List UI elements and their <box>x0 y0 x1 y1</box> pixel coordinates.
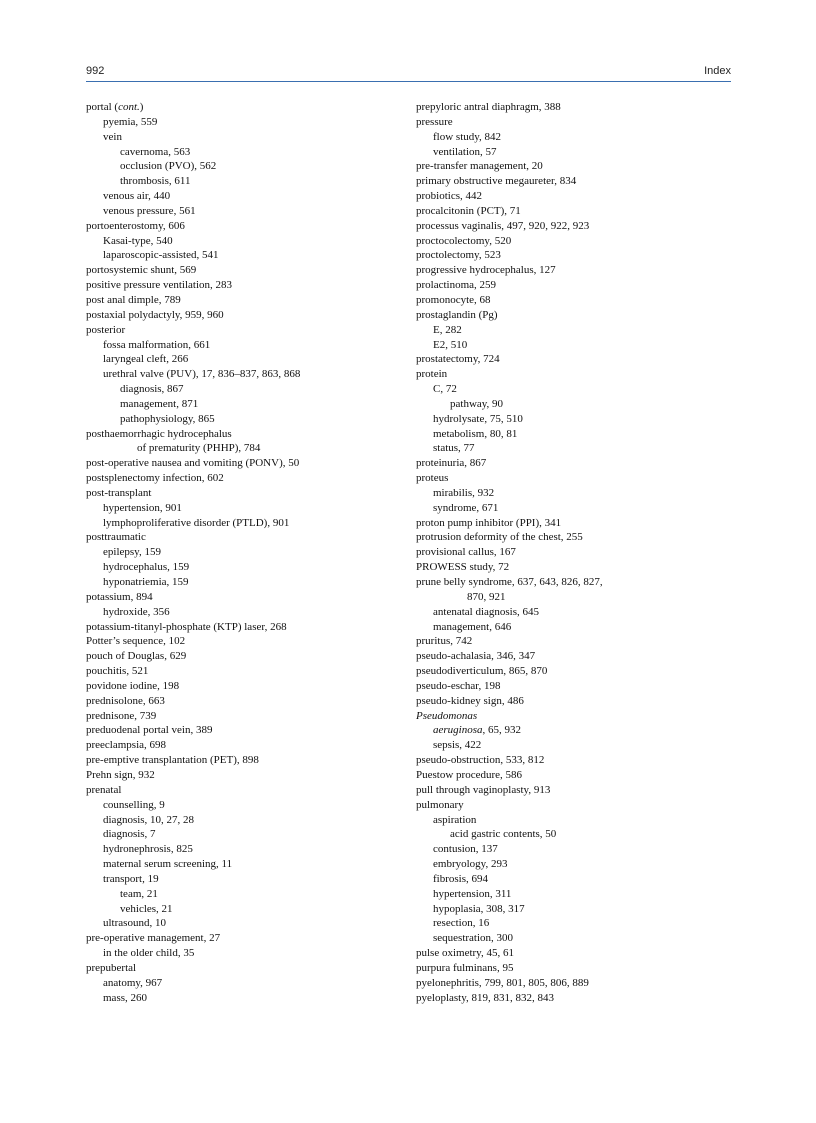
entry-text: mirabilis, 932 <box>433 486 495 499</box>
entry-text: pseudodiverticulum, 865, 870 <box>416 665 548 678</box>
entry-text: pressure <box>416 115 453 128</box>
entry-text: management, 871 <box>120 397 199 410</box>
entry-text: probiotics, 442 <box>416 190 482 203</box>
index-entry <box>416 397 736 412</box>
entry-text: metabolism, 80, 81 <box>433 427 518 440</box>
index-entry <box>86 664 386 679</box>
index-entry <box>86 397 386 412</box>
entry-text: postaxial polydactyly, 959, 960 <box>86 308 224 321</box>
index-entry <box>86 427 386 442</box>
index-entry <box>416 857 736 872</box>
index-entry <box>86 798 386 813</box>
entry-text: primary obstructive megaureter, 834 <box>416 175 577 188</box>
entry-text: in the older child, 35 <box>103 947 195 960</box>
entry-text: hydroxide, 356 <box>103 605 170 618</box>
index-entry <box>416 783 736 798</box>
index-entry <box>86 516 386 531</box>
index-entry <box>416 738 736 753</box>
entry-text: pyeloplasty, 819, 831, 832, 843 <box>416 991 554 1004</box>
index-entry <box>86 115 386 130</box>
entry-text: prostaglandin (Pg) <box>416 308 498 321</box>
index-entry <box>416 248 736 263</box>
entry-text: posthaemorrhagic hydrocephalus <box>86 427 232 440</box>
entry-text: syndrome, 671 <box>433 501 499 514</box>
entry-text: Potter’s sequence, 102 <box>86 635 186 648</box>
entry-text: epilepsy, 159 <box>103 546 161 559</box>
index-entry <box>86 738 386 753</box>
entry-text: PROWESS study, 72 <box>416 561 510 574</box>
entry-text: hypertension, 311 <box>433 887 512 900</box>
entry-text: hydronephrosis, 825 <box>103 843 193 856</box>
entry-text: E2, 510 <box>433 338 468 351</box>
index-entry <box>416 100 736 115</box>
index-entry <box>416 293 736 308</box>
index-entry <box>416 174 736 189</box>
index-entry <box>416 991 736 1006</box>
entry-text: venous pressure, 561 <box>103 204 196 217</box>
index-entry <box>86 219 386 234</box>
entry-text: pathophysiology, 865 <box>120 412 215 425</box>
index-entry <box>416 486 736 501</box>
index-entry <box>416 961 736 976</box>
index-entry <box>416 575 736 590</box>
index-entry <box>416 590 736 605</box>
index-entry <box>416 768 736 783</box>
index-entry <box>86 471 386 486</box>
entry-text: preeclampsia, 698 <box>86 739 167 752</box>
index-entry <box>86 931 386 946</box>
entry-text: Kasai-type, 540 <box>103 234 173 247</box>
entry-text: counselling, 9 <box>103 798 165 811</box>
index-entry <box>416 159 736 174</box>
entry-text: prolactinoma, 259 <box>416 279 497 292</box>
index-entry <box>416 308 736 323</box>
entry-text: status, 77 <box>433 442 475 455</box>
index-entry <box>416 382 736 397</box>
index-entry <box>86 278 386 293</box>
index-entry <box>86 634 386 649</box>
entry-text: 870, 921 <box>467 590 506 603</box>
section-title: Index <box>704 65 731 77</box>
index-entry <box>416 234 736 249</box>
entry-text: hydrocephalus, 159 <box>103 561 190 574</box>
index-entry <box>86 530 386 545</box>
index-entry <box>416 827 736 842</box>
index-entry <box>416 367 736 382</box>
entry-text: pre-emptive transplantation (PET), 898 <box>86 754 259 767</box>
entry-text: diagnosis, 867 <box>120 383 184 396</box>
entry-text: portal ( <box>86 101 119 113</box>
entry-text: prepubertal <box>86 961 137 974</box>
index-entry <box>416 813 736 828</box>
entry-text: proctolectomy, 523 <box>416 249 501 262</box>
index-entry <box>86 872 386 887</box>
entry-text: potassium-titanyl-phosphate (KTP) laser, 268 <box>86 620 287 633</box>
index-entry <box>86 456 386 471</box>
entry-text: occlusion (PVO), 562 <box>120 160 217 173</box>
index-entry <box>416 887 736 902</box>
entry-text: prostatectomy, 724 <box>416 353 500 366</box>
index-entry <box>86 753 386 768</box>
entry-text: hydrolysate, 75, 510 <box>433 412 523 425</box>
entry-text: contusion, 137 <box>433 843 498 856</box>
index-entry <box>416 976 736 991</box>
index-entry <box>86 560 386 575</box>
entry-italic-text: aeruginosa <box>433 724 483 737</box>
entry-text: pyemia, 559 <box>103 115 158 128</box>
index-entry <box>416 946 736 961</box>
index-entry <box>416 709 736 724</box>
index-entry <box>86 887 386 902</box>
index-entry <box>86 827 386 842</box>
entry-text: antenatal diagnosis, 645 <box>433 605 540 618</box>
entry-text: acid gastric contents, 50 <box>450 828 557 841</box>
index-entry <box>416 530 736 545</box>
index-entry <box>416 352 736 367</box>
index-entry <box>86 441 386 456</box>
index-entry <box>86 308 386 323</box>
entry-text: thrombosis, 611 <box>120 175 191 188</box>
entry-text: portoenterostomy, 606 <box>86 219 185 232</box>
entry-text: posttraumatic <box>86 531 146 544</box>
entry-suffix-text: ) <box>139 101 144 113</box>
index-entry <box>416 560 736 575</box>
index-entry <box>86 293 386 308</box>
entry-text: protein <box>416 368 448 381</box>
index-entry <box>86 501 386 516</box>
index-entry <box>86 842 386 857</box>
entry-text: anatomy, 967 <box>103 976 163 989</box>
entry-text: diagnosis, 10, 27, 28 <box>103 813 195 826</box>
index-entry <box>86 620 386 635</box>
index-entry <box>416 427 736 442</box>
index-entry <box>416 115 736 130</box>
entry-text: posterior <box>86 323 126 336</box>
index-entry <box>416 664 736 679</box>
entry-text: preduodenal portal vein, 389 <box>86 724 213 737</box>
entry-italic-text: cont. <box>118 101 140 113</box>
entry-text: embryology, 293 <box>433 858 508 871</box>
index-entry <box>416 679 736 694</box>
index-entry <box>416 471 736 486</box>
index-entry <box>86 100 386 115</box>
entry-text: proctocolectomy, 520 <box>416 234 512 247</box>
index-entry <box>86 857 386 872</box>
index-entry <box>86 248 386 263</box>
index-entry <box>416 145 736 160</box>
entry-text: E, 282 <box>433 323 462 336</box>
index-entry <box>86 768 386 783</box>
entry-text: mass, 260 <box>103 991 147 1004</box>
entry-text: pre-operative management, 27 <box>86 932 221 945</box>
index-entry <box>86 367 386 382</box>
entry-text: pulmonary <box>416 798 464 811</box>
entry-text: lymphoproliferative disorder (PTLD), 901 <box>103 516 290 529</box>
index-entry <box>86 694 386 709</box>
entry-text: pouchitis, 521 <box>86 665 149 678</box>
entry-text: portosystemic shunt, 569 <box>86 264 197 277</box>
index-entry <box>416 501 736 516</box>
entry-text: prenatal <box>86 783 122 796</box>
index-entry <box>86 323 386 338</box>
index-entry <box>86 412 386 427</box>
index-entry <box>416 441 736 456</box>
entry-text: protrusion deformity of the chest, 255 <box>416 531 583 544</box>
page-number: 992 <box>86 65 105 77</box>
entry-text: processus vaginalis, 497, 920, 922, 923 <box>416 219 590 232</box>
index-entry <box>416 723 736 738</box>
entry-text: prune belly syndrome, 637, 643, 826, 827, <box>416 576 603 588</box>
entry-text: proteinuria, 867 <box>416 457 487 470</box>
index-entry <box>416 456 736 471</box>
index-entry <box>416 189 736 204</box>
index-entry <box>86 352 386 367</box>
entry-text: ultrasound, 10 <box>103 917 166 930</box>
index-entry <box>416 278 736 293</box>
index-entry <box>416 649 736 664</box>
index-entry <box>416 620 736 635</box>
entry-text: vehicles, 21 <box>120 902 173 915</box>
entry-text: of prematurity (PHHP), 784 <box>137 442 261 455</box>
entry-text: pruritus, 742 <box>416 635 473 648</box>
entry-text: hyponatriemia, 159 <box>103 576 189 588</box>
entry-text: team, 21 <box>120 887 158 900</box>
entry-text: promonocyte, 68 <box>416 293 491 306</box>
index-entry <box>86 130 386 145</box>
index-entry <box>86 813 386 828</box>
header-rule <box>86 81 731 82</box>
entry-text: resection, 16 <box>433 917 490 930</box>
index-entry <box>86 486 386 501</box>
entry-text: cavernoma, 563 <box>120 145 191 158</box>
entry-text: povidone iodine, 198 <box>86 679 180 692</box>
entry-text: post-transplant <box>86 486 152 499</box>
entry-text: urethral valve (PUV), 17, 836–837, 863, 868 <box>103 368 301 381</box>
entry-text: pre-transfer management, 20 <box>416 160 543 173</box>
index-entry <box>416 694 736 709</box>
entry-text: provisional callus, 167 <box>416 546 516 559</box>
index-entry <box>86 575 386 590</box>
index-entry <box>416 204 736 219</box>
index-entry <box>86 649 386 664</box>
index-entry <box>86 709 386 724</box>
index-entry <box>86 234 386 249</box>
index-entry <box>86 991 386 1006</box>
index-column-left <box>86 100 386 1005</box>
entry-text: venous air, 440 <box>103 190 171 203</box>
index-entry <box>86 263 386 278</box>
index-entry <box>416 902 736 917</box>
index-entry <box>416 798 736 813</box>
index-entry <box>416 130 736 145</box>
index-entry <box>86 902 386 917</box>
entry-text: pull through vaginoplasty, 913 <box>416 783 551 796</box>
entry-text: pouch of Douglas, 629 <box>86 650 187 663</box>
entry-text: pseudo-achalasia, 346, 347 <box>416 650 536 663</box>
entry-text: purpura fulminans, 95 <box>416 961 514 974</box>
entry-text: pseudo-obstruction, 533, 812 <box>416 754 545 767</box>
entry-text: hypoplasia, 308, 317 <box>433 902 525 915</box>
index-entry <box>86 946 386 961</box>
entry-text: fossa malformation, 661 <box>103 338 211 351</box>
entry-text: pathway, 90 <box>450 397 504 410</box>
index-entry <box>416 753 736 768</box>
entry-text: pseudo-eschar, 198 <box>416 679 501 692</box>
entry-suffix-text: , 65, 932 <box>482 724 521 737</box>
entry-text: laparoscopic-assisted, 541 <box>103 249 219 262</box>
entry-text: proton pump inhibitor (PPI), 341 <box>416 516 562 529</box>
index-entry <box>416 263 736 278</box>
entry-text: hypertension, 901 <box>103 501 182 514</box>
index-entry <box>416 842 736 857</box>
index-entry <box>86 204 386 219</box>
entry-text: aspiration <box>433 813 477 826</box>
entry-text: Puestow procedure, 586 <box>416 768 523 781</box>
entry-text: post anal dimple, 789 <box>86 293 181 306</box>
entry-text: proteus <box>416 472 449 485</box>
index-entry <box>86 961 386 976</box>
entry-italic-text: Pseudomonas <box>416 709 478 722</box>
index-entry <box>86 605 386 620</box>
running-header <box>86 64 731 82</box>
entry-text: post-operative nausea and vomiting (PONV), 50 <box>86 457 300 470</box>
index-entry <box>86 174 386 189</box>
index-entry <box>86 590 386 605</box>
entry-text: sequestration, 300 <box>433 932 514 945</box>
entry-text: ventilation, 57 <box>433 145 497 158</box>
entry-text: positive pressure ventilation, 283 <box>86 279 233 292</box>
index-entry <box>416 338 736 353</box>
index-column-right <box>416 100 736 1005</box>
entry-text: management, 646 <box>433 620 512 633</box>
entry-text: pseudo-kidney sign, 486 <box>416 694 524 707</box>
entry-text: maternal serum screening, 11 <box>103 858 233 871</box>
entry-text: transport, 19 <box>103 872 159 885</box>
index-entry <box>86 189 386 204</box>
index-entry <box>416 634 736 649</box>
index-entry <box>416 931 736 946</box>
index-entry <box>416 872 736 887</box>
entry-text: prednisolone, 663 <box>86 694 165 707</box>
index-entry <box>86 382 386 397</box>
entry-text: Prehn sign, 932 <box>86 768 155 781</box>
entry-text: laryngeal cleft, 266 <box>103 353 189 366</box>
index-entry <box>416 412 736 427</box>
index-entry <box>416 605 736 620</box>
index-entry <box>86 338 386 353</box>
index-entry <box>86 679 386 694</box>
entry-text: pyelonephritis, 799, 801, 805, 806, 889 <box>416 976 589 989</box>
entry-text: pulse oximetry, 45, 61 <box>416 947 514 960</box>
entry-text: flow study, 842 <box>433 130 502 143</box>
index-entry <box>416 516 736 531</box>
entry-text: prednisone, 739 <box>86 709 157 722</box>
entry-text: potassium, 894 <box>86 590 153 603</box>
entry-text: prepyloric antral diaphragm, 388 <box>416 101 561 113</box>
index-entry <box>416 219 736 234</box>
index-entry <box>86 545 386 560</box>
index-entry <box>86 723 386 738</box>
index-entry <box>416 323 736 338</box>
index-entry <box>86 916 386 931</box>
index-entry <box>86 783 386 798</box>
entry-text: vein <box>103 130 122 143</box>
index-entry <box>86 159 386 174</box>
entry-text: postsplenectomy infection, 602 <box>86 472 224 485</box>
entry-text: progressive hydrocephalus, 127 <box>416 264 556 277</box>
entry-text: procalcitonin (PCT), 71 <box>416 204 521 217</box>
index-entry <box>86 145 386 160</box>
entry-text: C, 72 <box>433 383 457 396</box>
entry-text: fibrosis, 694 <box>433 872 488 885</box>
index-entry <box>86 976 386 991</box>
index-entry <box>416 545 736 560</box>
entry-text: sepsis, 422 <box>433 739 482 752</box>
index-entry <box>416 916 736 931</box>
entry-text: diagnosis, 7 <box>103 828 156 841</box>
